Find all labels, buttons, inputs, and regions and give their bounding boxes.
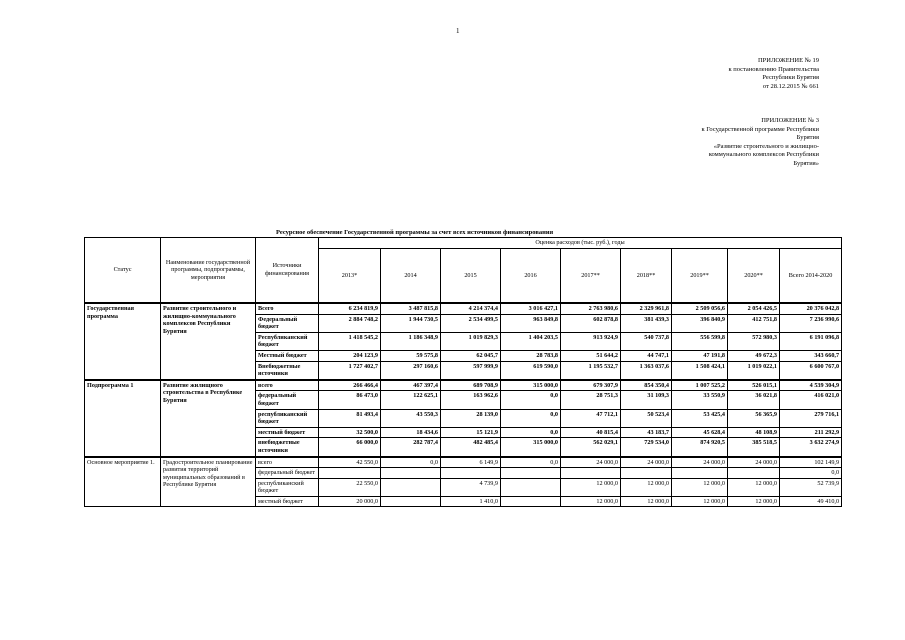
value-cell: 56 365,9	[728, 409, 780, 427]
value-cell: 18 434,6	[381, 427, 441, 438]
value-cell: 24 000,0	[728, 457, 780, 468]
value-cell: 12 000,0	[728, 478, 780, 496]
value-cell: 7 236 990,6	[780, 314, 842, 332]
header-year: 2020**	[728, 249, 780, 304]
header-source: Источники финансирования	[256, 238, 319, 304]
value-cell: 315 000,0	[501, 438, 561, 457]
page-number: 1	[456, 27, 460, 35]
appendix-3-line: коммунального комплексов Республики	[708, 151, 819, 159]
value-cell: 49 672,3	[728, 350, 780, 361]
value-cell: 4 739,9	[441, 478, 501, 496]
source-cell: местный бюджет	[256, 496, 319, 507]
value-cell: 204 123,9	[319, 350, 381, 361]
value-cell: 3 632 274,9	[780, 438, 842, 457]
appendix-19-date: от 28.12.2015 № 661	[762, 82, 819, 90]
program-name-cell: Развитие строительного и жилищно-коммунального комплексов Республики Бурятия	[161, 303, 256, 380]
value-cell: 1 007 525,2	[672, 380, 728, 391]
value-cell: 2 884 748,2	[319, 314, 381, 332]
value-cell: 679 307,9	[561, 380, 621, 391]
value-cell: 51 644,2	[561, 350, 621, 361]
value-cell	[381, 468, 441, 479]
source-cell: Всего	[256, 303, 319, 314]
value-cell	[501, 468, 561, 479]
value-cell: 562 029,1	[561, 438, 621, 457]
value-cell: 86 473,0	[319, 391, 381, 409]
status-cell: Государственная программа	[85, 303, 161, 380]
value-cell: 44 747,1	[621, 350, 672, 361]
appendix-3-line: Бурятия»	[793, 159, 819, 167]
value-cell: 3 487 815,8	[381, 303, 441, 314]
value-cell: 1 186 348,9	[381, 332, 441, 350]
document-title: Ресурсное обеспечение Государственной программы за счет всех источников финансирования	[276, 229, 554, 236]
value-cell: 572 980,3	[728, 332, 780, 350]
program-name-cell: Градостроительное планирование развития территорий муниципальных образований в Республике Бурятия	[161, 457, 256, 507]
value-cell: 2 763 980,6	[561, 303, 621, 314]
value-cell: 43 183,7	[621, 427, 672, 438]
value-cell: 32 500,0	[319, 427, 381, 438]
source-cell: республиканский бюджет	[256, 409, 319, 427]
value-cell: 28 139,0	[441, 409, 501, 427]
value-cell: 81 493,4	[319, 409, 381, 427]
source-cell: федеральный бюджет	[256, 468, 319, 479]
value-cell: 102 149,9	[780, 457, 842, 468]
header-year: 2014	[381, 249, 441, 304]
value-cell: 1 363 037,6	[621, 361, 672, 380]
header-year: 2016	[501, 249, 561, 304]
value-cell: 53 425,4	[672, 409, 728, 427]
header-year: 2013*	[319, 249, 381, 304]
value-cell: 66 000,0	[319, 438, 381, 457]
value-cell: 2 329 961,8	[621, 303, 672, 314]
appendix-3-line: Бурятия	[796, 134, 819, 142]
value-cell	[728, 468, 780, 479]
value-cell: 597 999,9	[441, 361, 501, 380]
value-cell: 2 509 056,6	[672, 303, 728, 314]
value-cell: 282 787,4	[381, 438, 441, 457]
value-cell: 0,0	[501, 409, 561, 427]
value-cell: 31 109,3	[621, 391, 672, 409]
value-cell: 28 783,8	[501, 350, 561, 361]
value-cell	[501, 478, 561, 496]
header-year: 2015	[441, 249, 501, 304]
value-cell: 45 628,4	[672, 427, 728, 438]
source-cell: Федеральный бюджет	[256, 314, 319, 332]
table-row	[85, 457, 842, 468]
value-cell: 6 600 767,0	[780, 361, 842, 380]
value-cell: 15 121,9	[441, 427, 501, 438]
table-row	[85, 380, 842, 391]
value-cell: 52 739,9	[780, 478, 842, 496]
value-cell: 1 508 424,1	[672, 361, 728, 380]
value-cell: 385 518,5	[728, 438, 780, 457]
value-cell: 1 727 402,7	[319, 361, 381, 380]
status-cell: Подпрограмма 1	[85, 380, 161, 457]
value-cell: 122 625,1	[381, 391, 441, 409]
value-cell: 20 000,0	[319, 496, 381, 507]
value-cell: 40 815,4	[561, 427, 621, 438]
value-cell: 12 000,0	[621, 496, 672, 507]
appendix-19-block	[728, 57, 819, 91]
value-cell: 1 404 203,5	[501, 332, 561, 350]
value-cell: 0,0	[780, 468, 842, 479]
appendix-3-line: «Развитие строительного и жилищно-	[713, 142, 819, 150]
value-cell: 1 019 829,3	[441, 332, 501, 350]
value-cell: 1 410,0	[441, 496, 501, 507]
value-cell: 482 485,4	[441, 438, 501, 457]
value-cell: 2 054 426,5	[728, 303, 780, 314]
value-cell: 854 350,4	[621, 380, 672, 391]
value-cell: 315 000,0	[501, 380, 561, 391]
appendix-19-line: к постановлению Правительства	[728, 65, 819, 73]
header-name: Наименование государственной программы, подпрограммы, мероприятия	[161, 238, 256, 304]
value-cell	[501, 496, 561, 507]
header-estimate: Оценка расходов (тыс. руб.), годы	[319, 238, 842, 249]
value-cell: 0,0	[501, 457, 561, 468]
value-cell: 1 019 022,1	[728, 361, 780, 380]
source-cell: местный бюджет	[256, 427, 319, 438]
value-cell: 12 000,0	[561, 496, 621, 507]
value-cell: 163 962,6	[441, 391, 501, 409]
value-cell	[621, 468, 672, 479]
value-cell: 526 015,1	[728, 380, 780, 391]
value-cell: 36 021,8	[728, 391, 780, 409]
source-cell: всего	[256, 380, 319, 391]
value-cell: 47 191,8	[672, 350, 728, 361]
value-cell: 24 000,0	[672, 457, 728, 468]
value-cell	[672, 468, 728, 479]
value-cell: 59 575,8	[381, 350, 441, 361]
appendix-3-line: к Государственной программе Республики	[701, 125, 819, 133]
value-cell: 874 920,5	[672, 438, 728, 457]
value-cell: 43 550,3	[381, 409, 441, 427]
header-year: 2017**	[561, 249, 621, 304]
value-cell	[319, 468, 381, 479]
value-cell: 0,0	[501, 391, 561, 409]
value-cell: 33 550,9	[672, 391, 728, 409]
value-cell: 619 590,0	[501, 361, 561, 380]
value-cell: 12 000,0	[672, 478, 728, 496]
value-cell: 62 045,7	[441, 350, 501, 361]
value-cell: 381 439,3	[621, 314, 672, 332]
header-status: Статус	[85, 238, 161, 304]
source-cell: Внебюджетные источники	[256, 361, 319, 380]
value-cell: 1 944 730,5	[381, 314, 441, 332]
value-cell: 20 376 042,8	[780, 303, 842, 314]
value-cell: 467 397,4	[381, 380, 441, 391]
value-cell: 12 000,0	[561, 478, 621, 496]
header-year: 2019**	[672, 249, 728, 304]
value-cell: 6 234 819,9	[319, 303, 381, 314]
source-cell: внебюджетные источники	[256, 438, 319, 457]
value-cell: 0,0	[381, 457, 441, 468]
value-cell: 689 708,9	[441, 380, 501, 391]
value-cell: 47 712,1	[561, 409, 621, 427]
source-cell: Республиканский бюджет	[256, 332, 319, 350]
program-name-cell: Развитие жилищного строительства в Республике Бурятия	[161, 380, 256, 457]
value-cell: 266 466,4	[319, 380, 381, 391]
value-cell: 48 108,9	[728, 427, 780, 438]
header-year: Всего 2014-2020	[780, 249, 842, 304]
header-year: 2018**	[621, 249, 672, 304]
value-cell: 556 599,8	[672, 332, 728, 350]
value-cell: 1 195 532,7	[561, 361, 621, 380]
appendix-19-line: Республики Бурятия	[762, 74, 819, 82]
appendix-3-block	[701, 117, 819, 169]
value-cell: 6 149,9	[441, 457, 501, 468]
finance-table	[84, 237, 842, 507]
value-cell: 279 716,1	[780, 409, 842, 427]
value-cell: 297 160,6	[381, 361, 441, 380]
value-cell: 913 924,9	[561, 332, 621, 350]
value-cell: 729 534,0	[621, 438, 672, 457]
value-cell	[561, 468, 621, 479]
source-cell: федеральный бюджет	[256, 391, 319, 409]
table-row	[85, 303, 842, 314]
appendix-19-title: ПРИЛОЖЕНИЕ № 19	[757, 57, 819, 64]
value-cell: 12 000,0	[728, 496, 780, 507]
value-cell: 42 550,0	[319, 457, 381, 468]
value-cell: 540 737,8	[621, 332, 672, 350]
value-cell: 50 523,4	[621, 409, 672, 427]
value-cell: 6 191 096,8	[780, 332, 842, 350]
value-cell: 2 534 499,5	[441, 314, 501, 332]
value-cell	[381, 478, 441, 496]
value-cell: 4 539 304,9	[780, 380, 842, 391]
value-cell: 24 000,0	[621, 457, 672, 468]
value-cell: 4 214 374,4	[441, 303, 501, 314]
value-cell: 343 660,7	[780, 350, 842, 361]
value-cell: 211 292,9	[780, 427, 842, 438]
value-cell: 12 000,0	[621, 478, 672, 496]
value-cell: 963 849,8	[501, 314, 561, 332]
value-cell: 396 840,9	[672, 314, 728, 332]
value-cell: 49 410,0	[780, 496, 842, 507]
value-cell: 416 021,0	[780, 391, 842, 409]
appendix-3-title: ПРИЛОЖЕНИЕ № 3	[761, 117, 819, 124]
value-cell: 0,0	[501, 427, 561, 438]
value-cell	[381, 496, 441, 507]
value-cell: 602 878,8	[561, 314, 621, 332]
value-cell: 28 751,3	[561, 391, 621, 409]
value-cell	[441, 468, 501, 479]
source-cell: Местный бюджет	[256, 350, 319, 361]
value-cell: 412 751,8	[728, 314, 780, 332]
value-cell: 3 016 427,1	[501, 303, 561, 314]
value-cell: 12 000,0	[672, 496, 728, 507]
status-cell: Основное мероприятие 1.	[85, 457, 161, 507]
source-cell: республиканский бюджет	[256, 478, 319, 496]
value-cell: 22 550,0	[319, 478, 381, 496]
source-cell: всего	[256, 457, 319, 468]
value-cell: 1 418 545,2	[319, 332, 381, 350]
value-cell: 24 000,0	[561, 457, 621, 468]
